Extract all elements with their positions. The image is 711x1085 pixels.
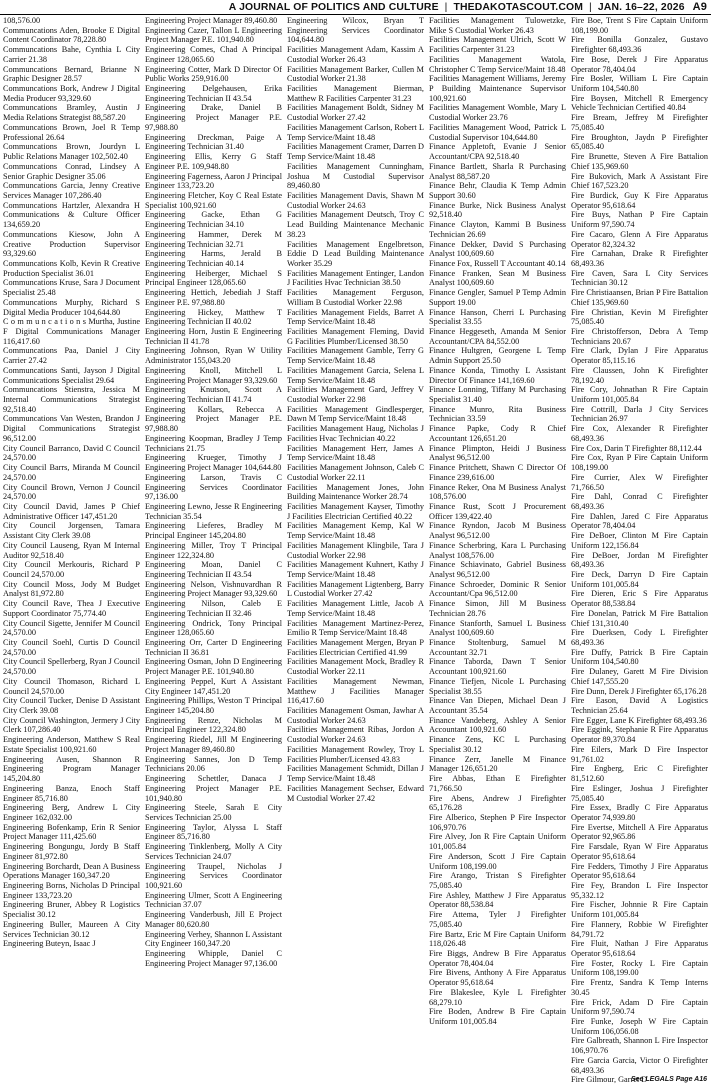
salary-entry: Facilities Management Bierman, Matthew R Facilities Carpenter 31.23 [287,84,424,103]
salary-entry: Fire Eason, David A Logistics Technician 25.64 [571,696,708,716]
salary-entry: Facilities Management Wood, Patrick L Custodial Supervisor 104,644.80 [429,122,566,142]
salary-entry: Fire Abens, Andrew J Firefighter 65,176.28 [429,793,566,813]
salary-entry: Engineering Ondrick, Tony Principal Engineer 128,065.60 [145,618,282,638]
salary-entry: Facilities Management Kayser, Timothy J Facilities Electrician Certified 40.22 [287,501,424,521]
salary-entry: Fire Engberg, Eric C Firefighter 81,512.60 [571,764,708,784]
salary-entry: Finance Scherbring, Kara L Purchasing Analyst 108,576.00 [429,540,566,560]
salary-entry: Fire DeBoer, Jordan M Firefighter 68,493.36 [571,550,708,570]
salary-entry: Finance Hultgren, Georgene L Temp Admin Support 25.50 [429,346,566,366]
salary-entry: Fire Dulaney, Garett M Fire Division Chief 147,555.20 [571,667,708,686]
salary-entry: Engineering Comes, Chad A Principal Engineer 128,065.60 [145,45,282,64]
salary-entry: Facilities Management Mock, Bradley R Custodial Worker 22.11 [287,657,424,677]
salary-entry: Finance Simon, Jill M Business Technician 28.76 [429,599,566,618]
salary-entry: Finance Appletoft, Evanie J Senior Accountant/CPA 92,518.40 [429,142,566,162]
salary-entry: Fire Boe, Trent S Fire Captain Uniform 108,199.00 [571,16,708,35]
salary-entry: Fire Alvey, Jon R Fire Captain Uniform 101,005.84 [429,832,566,852]
salary-entry: Facilities Management Kuhnert, Kathy J Temp Service/Maint 18.48 [287,560,424,579]
salary-entry: Finance Franken, Sean M Business Analyst 100,609.60 [429,268,566,288]
salary-entry: Facilities Management Cramer, Darren D Temp Service/Maint 18.48 [287,142,424,162]
salary-entry: Facilities Management Johnson, Caleb C Custodial Worker 22.11 [287,463,424,482]
salary-entry: Facilities Management Gindlesperger, Dawn M Temp Service/Maint 18.48 [287,404,424,424]
salary-entry: Communcations Paa, Daniel J City Carrier 27.42 [3,346,140,366]
salary-entry: City Council David, James P Chief Administrative Officer 147,451.20 [3,501,140,521]
salary-entry: Engineering Koopman, Bradley J Temp Technicians 21.75 [145,433,282,453]
salary-entry: Facilities Management Little, Jacob A Temp Service/Maint 18.48 [287,599,424,618]
salary-entry: Facilities Management Garcia, Selena L Temp Service/Maint 18.48 [287,365,424,385]
salary-entry: Fire Bukovich, Mark A Assistant Fire Chief 167,523.20 [571,171,708,191]
salary-entry: City Council Jorgensen, Tamara Assistant City Clerk 39.08 [3,521,140,541]
issue-date: JAN. 16–22, 2026 [597,1,685,13]
salary-entry: Facilities Management Womble, Mary L Custodial Worker 23.76 [429,103,566,123]
salary-entry: Fire Eggink, Stephanie R Fire Apparatus Operator 89,370.84 [571,725,708,745]
salary-entry: Finance Tiefjen, Nicole L Purchasing Specialist 38.55 [429,676,566,696]
salary-entry: Engineering Wilcox, Bryan T Engineering Services Coordinator 104,644.80 [287,16,424,45]
salary-entry: Finance Stanforth, Samuel L Business Analyst 100,609.60 [429,618,566,638]
salary-entry: Engineering Buteyn, Isaac J [3,939,96,949]
salary-entry: Fire Evertse, Mitchell A Fire Apparatus Operator 92,965.86 [571,822,708,842]
salary-entry: Communcations Bernard, Brianne N Graphic Designer 28.57 [3,64,140,84]
salary-entry: Fire Foster, Rocky L Fire Captain Uniform 108,199.00 [571,958,708,978]
salary-entry: Communcations Conrad, Lindsey A Senior Graphic Designer 35.06 [3,161,140,181]
salary-entry: Engineering Phillips, Weston T Principal Engineer 145,204.80 [145,696,282,716]
salary-entry: Communcations Brown, Jourdyn L Public Relations Manager 102,502.40 [3,142,140,162]
salary-entry: Facilities Management Ribas, Jordon A Custodial Worker 24.63 [287,725,424,745]
salary-entry: Facilities Management Davis, Shawn M Custodial Worker 24.63 [287,190,424,210]
salary-entry: Finance Gengler, Samuel P Temp Admin Support 19.00 [429,288,566,307]
salary-entry: Fire Gilmour, Garret D [571,1075,648,1085]
salary-entry: Finance Van Diepen, Michael Dean J Accountant 35.54 [429,696,566,716]
salary-entry: Fire Flannery, Robbie W Firefighter 84,791.72 [571,919,708,939]
salary-entry: Engineering Osman, John D Engineering Project Manager P.E. 101,940.80 [145,657,282,677]
salary-entry: Fire Dahlen, Jared C Fire Apparatus Operator 78,404.04 [571,511,708,531]
salary-entry: Facilities Management Osman, Jawhar A Custodial Worker 24.63 [287,706,424,725]
salary-entry: Fire Attema, Tyler J Firefighter 75,085.40 [429,910,566,929]
salary-entry: Facilities Management Adam, Kassim A Custodial Worker 26.43 [287,45,424,64]
salary-entry: City Council Moss, Jody M Budget Analyst 81,972.80 [3,579,140,599]
salary-entry: Engineering Taylor, Alyssa L Staff Engineer 85,716.80 [145,822,282,842]
salary-entry: Fire Dahl, Conrad C Firefighter 68,493.36 [571,492,708,511]
salary-entry: Finance Lonning, Tiffany M Purchasing Specialist 31.40 [429,385,566,405]
salary-entry: Fire Arango, Tristan S Firefighter 75,085.40 [429,871,566,890]
salary-entry: Engineering Horn, Justin E Engineering Technician II 41.78 [145,327,282,346]
salary-entry: Fire Fedders, Timothy J Fire Apparatus Operator 95,618.64 [571,861,708,881]
salary-entry: Facilities Management Williams, Jeremy P Building Maintenance Supervisor 100,921.60 [429,74,566,103]
salary-entry: Facilities Management Ferguson, William B Custodial Worker 22.98 [287,288,424,307]
salary-entry: Facilities Management Boldt, Sidney M Custodial Worker 27.42 [287,103,424,123]
salary-entry: Communcations Murphy, Richard S Digital Media Producer 104,644.80 [3,297,140,317]
salary-entry: Engineering Fagerness, Aaron J Principal Engineer 133,723.20 [145,171,282,191]
salary-entry: Fire Christiaansen, Brian P Fire Battalion Chief 135,969.60 [571,288,708,307]
salary-entry: Fire Bivens, Anthony A Fire Apparatus Operator 95,618.64 [429,968,566,988]
salary-entry: Fire Duffy, Patrick B Fire Captain Uniform 104,540.80 [571,647,708,667]
salary-entry: Engineering Ulmer, Scott A Engineering Technician 37.07 [145,890,282,910]
salary-entry: Fire Claussen, John K Firefighter 78,192.40 [571,365,708,385]
salary-entry: Communcations Kiesow, John A Creative Production Supervisor 93,329.60 [3,229,140,259]
salary-entry: Facilities Management Herr, James A Temp Service/Maint 18.48 [287,443,424,463]
salary-entry: Engineering Lieferes, Bradley M Principal Engineer 145,204.80 [145,521,282,541]
salary-entry: Facilities Management Kemp, Kal W Temp Service/Maint 18.48 [287,521,424,541]
salary-entry: City Council Sigette, Jennifer M Council 24,570.00 [3,618,140,638]
salary-entry: Fire Fischer, Johnnie R Fire Captain Uniform 101,005.84 [571,900,708,920]
salary-entry: Facilities Management Entinger, Landon J Facilities Hvac Technician 38.50 [287,268,424,288]
salary-entry: Facilities Management Barker, Cullen M Custodial Worker 21.38 [287,64,424,84]
salary-entry: Fire Cory, Johnathan R Fire Captain Uniform 101,005.84 [571,385,708,405]
salary-entry: Engineering Knoll, Mitchell L Engineering Project Manager 93,329.60 [145,365,282,385]
salary-entry: Fire Cottrill, Darla J City Services Technician 26.97 [571,404,708,424]
salary-entry: Fire Dieren, Eric S Fire Apparatus Operator 88,538.84 [571,589,708,609]
salary-entry: Engineering Gacke, Ethan G Engineering Technician 34.10 [145,210,282,230]
salary-entry: Finance Stoltenburg, Samuel M Accountant 32.71 [429,638,566,657]
salary-entry: Fire Frick, Adam D Fire Captain Uniform 97,590.74 [571,997,708,1017]
salary-entry: Engineering Bofenkamp, Erin R Senior Project Manager 111,425.60 [3,822,140,842]
salary-entry: Engineering Vanderbush, Jill E Project Manager 80,620.80 [145,910,282,929]
header-separator: | [589,1,592,13]
salary-entry: Finance Hanson, Cherri L Purchasing Specialist 33.55 [429,307,566,327]
salary-entry: Engineering Miller, Troy T Principal Engineer 122,324.80 [145,540,282,560]
salary-entry: 108,576.00 [3,16,41,25]
salary-entry: Finance Bartlett, Sharla R Purchasing Analyst 88,587.20 [429,161,566,181]
header-separator: | [444,1,448,13]
salary-entry: Engineering Anderson, Matthew S Real Estate Specialist 100,921.60 [3,735,140,754]
salary-entry: Communcations Aden, Brooke E Digital Content Coordinator 78,228.80 [3,25,140,45]
salary-entry: Fire Egger, Lane K Firefighter 68,493.36 [571,715,707,725]
salary-entry: Engineering Drake, Daniel B Engineering Project Manager P.E. 97,988.80 [145,103,282,132]
salary-entry: Engineering Buller, Maureen A City Services Technician 30.12 [3,919,140,939]
salary-entry: Engineering Verhey, Shannon L Assistant City Engineer 160,347.20 [145,929,282,949]
salary-entry: City Council Barrs, Miranda M Council 24,570.00 [3,463,140,482]
salary-entry: Engineering Tinklenberg, Molly A City Services Technician 24.07 [145,842,282,861]
salary-entry: Engineering Moan, Daniel C Engineering Technician II 43.54 [145,560,282,579]
salary-entry: Finance Zens, KC L Purchasing Specialist 30.12 [429,735,566,754]
salary-entry: Engineering Krueger, Timothy J Engineering Project Manager 104,644.80 [145,453,282,473]
salary-entry: Fire Abbas, Ethan E Firefighter 71,766.50 [429,774,566,793]
salary-entry: Engineering Larson, Travis C Engineering Services Coordinator 97,136.00 [145,472,282,502]
salary-entry: Fire Burdick, Guy K Fire Apparatus Operator 95,618.64 [571,190,708,210]
salary-entry: Engineering Hettich, Jebediah J Staff Engineer P.E. 97,988.80 [145,288,282,307]
salary-entry: Engineering Whipple, Daniel C Engineering Project Manager 97,136.00 [145,949,282,968]
column-1 [3,16,140,1064]
salary-entry: Fire Boysen, Mitchell R Emergency Vehicle Technician Certified 40.84 [571,93,708,113]
salary-entry: Finance Burke, Nick Business Analyst 92,518.40 [429,200,566,220]
salary-entry: Fire Carnahan, Drake R Firefighter 68,493.36 [571,249,708,268]
salary-entry: Finance Zerr, Janelle M Finance Manager 126,651.20 [429,754,566,774]
salary-entry: Engineering Hammer, Derek M Engineering Technician 32.71 [145,229,282,249]
salary-entry: Engineering Cazer, Tallon L Engineering Project Manager P.E. 101,940.80 [145,25,282,45]
salary-entry: Facilities Management Schmidt, Dillan J Temp Service/Maint 18.48 [287,764,424,784]
salary-entry: City Council Spellerberg, Ryan J Council 24,570.00 [3,657,141,677]
salary-entry: City Council Rave, Thea J Executive Support Coordinator 75,774.40 [3,599,140,618]
salary-entry: Engineering Cotter, Mark D Director Of Public Works 259,916.00 [145,64,282,84]
salary-entry: Fire Brunette, Steven A Fire Battalion Chief 135,969.60 [571,152,708,171]
salary-entry: Engineering Fletcher, Koy C Real Estate Specialist 100,921.60 [145,190,282,210]
page-header [0,0,711,15]
salary-entry: Finance Fox, Russell T Accountant 40.14 [429,258,566,268]
salary-entry: Facilities Management Carlson, Robert L Temp Service/Maint 18.48 [287,122,424,142]
salary-entry: Fire Anderson, Scott J Fire Captain Uniform 108,199.00 [429,851,566,871]
salary-entry: Facilities Management Tulowetzke, Mike S Custodial Worker 26.43 [429,16,566,35]
salary-entry: City Council Barranco, David C Council 24,570.00 [3,443,140,463]
salary-entry: Engineering Hickey, Matthew T Engineering Technician II 40.02 [145,307,282,327]
salary-entry: Fire Fey, Brandon L Fire Inspector 95,332.12 [571,880,708,900]
salary-entry: Fire Duerksen, Cody L Firefighter 68,493.36 [571,628,708,647]
salary-entry: Engineering Nelson, Vishnuvardhan R Engineering Project Manager 93,329.60 [145,579,282,599]
salary-entry: Engineering Johnson, Ryan W Utility Administrator 155,043.20 [145,346,282,366]
salary-entry: Finance Reker, Ona M Business Analyst 108,576.00 [429,482,566,502]
salary-entry: Facilities Management Newman, Matthew J Facilities Manager 116,417.60 [287,676,424,706]
salary-entry: Communcations Bahe, Cynthia L City Carrier 21.38 [3,45,140,64]
salary-entry: Communcations Hartzler, Alexandra H Communications & Culture Officer 134,659.20 [3,200,140,230]
salary-entry: Finance Konda, Timothy L Assistant Director Of Finance 141,169.60 [429,365,566,385]
salary-entry: Engineering Project Manager 89,460.80 [145,16,278,25]
salary-entry: Finance Heggeseth, Amanda M Senior Accountant/CPA 84,552.00 [429,327,566,346]
salary-entry: Facilities Management Engelbretson, Eddie D Lead Building Maintenance Worker 35.29 [287,239,424,268]
salary-entry: Engineering Kollars, Rebecca A Engineering Project Manager P.E. 97,988.80 [145,404,282,434]
salary-entry: Engineering Borchardt, Dean A Business Operations Manager 160,347.20 [3,861,140,881]
salary-entry: Engineering Berg, Andrew L City Engineer 162,032.00 [3,803,140,822]
salary-entry: Finance Vandeberg, Ashley A Senior Accountant 100,921.60 [429,715,566,735]
salary-entry: Fire Clark, Dylan J Fire Apparatus Operator 85,115.16 [571,346,708,366]
salary-entry: City Council Merkouris, Richard P Council 24,570.00 [3,560,140,579]
continued-reference: See LEGALS Page A16 [631,1076,707,1083]
salary-entry: Communcations Garcia, Jenny Creative Services Manager 107,286.40 [3,181,140,200]
column-2 [145,16,282,1064]
salary-entry: Fire Cacaro, Glenn A Fire Apparatus Operator 82,324.32 [571,229,708,249]
salary-entry: City Council Soehl, Curtis D Council 24,570.00 [3,638,140,657]
salary-entry: Fire Fluit, Nathan J Fire Apparatus Operator 95,618.64 [571,939,708,958]
salary-entry: Facilities Management Klingbile, Tara J Custodial Worker 22.98 [287,540,424,560]
salary-entry: Fire Biggs, Andrew B Fire Apparatus Operator 78,404.04 [429,949,566,968]
salary-entry: Engineering Borns, Nicholas D Principal Engineer 133,723.20 [3,880,140,900]
publication-tagline: A JOURNAL OF POLITICS AND CULTURE [228,1,439,13]
salary-entry: Finance Dekker, David S Purchasing Analyst 100,609.60 [429,239,566,259]
salary-entry: Facilities Management Fields, Barret A Temp Service/Maint 18.48 [287,307,424,327]
column-4 [429,16,566,1064]
salary-entry: Communcations Stienstra, Jessica M Internal Communications Strategist 92,518.40 [3,385,140,414]
salary-entry: Fire Bosler, William L Fire Captain Uniform 104,540.80 [571,74,708,94]
salary-entry: Fire Christian, Kevin M Firefighter 75,085.40 [571,307,708,327]
salary-entry: Facilities Management Fleming, David G Facilities Plumber/Licensed 38.50 [287,327,424,346]
salary-entry: Engineering Traupel, Nicholas J Engineering Services Coordinator 100,921.60 [145,861,282,890]
salary-entry: Engineering Ellis, Kerry G Staff Engineer P.E. 109,948.80 [145,152,282,171]
salary-entry: City Council Brown, Vernon J Council 24,570.00 [3,482,140,502]
salary-entry: Finance Clayton, Kammi B Business Technician 26.69 [429,220,566,239]
salary-entry: Engineering Ausen, Shannon R Engineering Program Manager 145,204.80 [3,754,140,784]
salary-entry: Facilities Management Ligtenberg, Barry L Custodial Worker 27.42 [287,579,424,599]
salary-entry: Facilities Management Watola, Christopher C Temp Service/Maint 18.48 [429,54,566,74]
salary-entry: Facilities Management Deutsch, Troy C Lead Building Maintenance Mechanic 38.23 [287,210,424,239]
salary-entry: Finance Papke, Cody R Chief Accountant 126,651.20 [429,424,566,443]
salary-entry: City Council Tucker, Denise D Assistant City Clerk 39.08 [3,696,140,716]
salary-entry: Engineering Bongungu, Jordy B Staff Engineer 81,972.80 [3,842,140,861]
salary-entry: Finance Rust, Scott J Procurement Officer 139,422.40 [429,501,566,521]
salary-entry: Communcations Bramley, Austin J Media Relations Strategist 88,587.20 [3,103,140,123]
salary-entry: Fire Alberico, Stephen P Fire Inspector 106,970.76 [429,812,566,832]
salary-entry: Fire Funke, Joseph W Fire Captain Uniform 106,056.08 [571,1017,708,1036]
salary-entry: Engineering Renze, Nicholas M Principal Engineer 122,324.80 [145,715,282,735]
salary-entry: Communcations Kolb, Kevin R Creative Production Specialist 36.01 [3,258,140,278]
salary-entry: Fire Bonilla Gonzalez, Gustavo Firefighter 68,493.36 [571,35,708,55]
salary-entry: Communcations Kruse, Sara J Document Specialist 25.48 [3,278,140,298]
salary-entry: Fire Cox, Alexander R Firefighter 68,493.36 [571,424,708,443]
salary-entry: Fire Dunn, Derek J Firefighter 65,176.28 [571,686,707,696]
salary-entry: Engineering Knutson, Scott A Engineering Technician II 41.74 [145,385,282,405]
salary-entry: Engineering Peppel, Kurt A Assistant City Engineer 147,451.20 [145,676,282,696]
salary-entry: Communcations Van Westen, Brandon J Digital Communications Strategist 96,512.00 [3,414,140,443]
salary-entry: Engineering Riedel, Jill M Engineering Project Manager 89,460.80 [145,735,282,754]
salary-entry: Engineering Banza, Enoch Staff Engineer 85,716.80 [3,783,140,803]
salary-entry: City Council Lauseng, Ryan M Internal Auditor 92,518.40 [3,540,140,560]
salary-entry: Finance Ryndon, Jacob M Business Analyst 96,512.00 [429,521,566,541]
salary-entry: City Council Thomason, Richard L Council 24,570.00 [3,676,140,696]
salary-entry: Fire Cox, Ryan P Fire Captain Uniform 108,199.00 [571,453,708,473]
salary-entry: Engineering Steele, Sarah E City Services Technician 25.00 [145,803,282,822]
salary-entry: Facilities Management Rowley, Troy L Facilities Plumber/Licensed 43.83 [287,744,424,764]
salary-entry: Facilities Management Mergen, Bryan P Facilities Electrician Certified 41.99 [287,638,424,657]
salary-entry: Fire Bream, Jeffrey M Firefighter 75,085.40 [571,113,708,132]
salary-entry: Facilities Management Gamble, Terry G Temp Service/Maint 18.48 [287,346,424,366]
salary-entry: Facilities Management Cunningham, Joshua M Custodial Supervisor 89,460.80 [287,161,424,191]
salary-entry: Fire Galbreath, Shannon L Fire Inspector 106,970.76 [571,1036,708,1056]
salary-entry: Finance Munro, Rita Business Technician 33.59 [429,404,566,424]
salary-entry: Facilities Management Sechser, Edward M Custodial Worker 27.42 [287,783,424,803]
salary-entry: Facilities Management Haug, Nicholas J Facilities Hvac Technician 40.22 [287,424,424,443]
salary-entry: Engineering Sannes, Jon D Temp Technicians 20.06 [145,754,282,774]
salary-entry: Fire Cox, Darin T Firefighter 88,112.44 [571,443,702,453]
salary-entry: Fire DeBoer, Clinton M Fire Captain Uniform 122,156.84 [571,531,708,550]
salary-entry: Finance Pritchett, Shawn C Director Of Finance 239,616.00 [429,463,566,482]
salary-entry: City Council Washington, Jermery J City Clerk 107,286.40 [3,715,140,735]
salary-entry: Fire Farsdale, Ryan W Fire Apparatus Operator 95,618.64 [571,842,708,861]
salary-entry: Fire Essex, Bradly C Fire Apparatus Operator 74,939.80 [571,803,708,822]
salary-entry: Engineering Dreckman, Paige A Engineering Technician 31.40 [145,132,282,152]
page-number: A9 [692,1,707,13]
salary-entry: Fire Donelan, Patrick M Fire Battalion Chief 131,310.40 [571,608,708,628]
salary-entry: Fire Deck, Darryn D Fire Captain Uniform 101,005.84 [571,569,708,589]
salary-entry: Finance Taborda, Dawn T Senior Accountant 100,921.60 [429,657,566,677]
salary-entry: Fire Bartz, Eric M Fire Captain Uniform 118,026.48 [429,929,566,949]
salary-entry: Communcations Bork, Andrew J Digital Media Producer 93,329.60 [3,84,140,103]
salary-entry: Fire Blakeslee, Kyle L Firefighter 68,279.10 [429,987,566,1007]
salary-entry: Engineering Delgehausen, Erika Engineering Technician II 43.54 [145,84,282,103]
salary-entry: Communcations Santi, Jayson J Digital Communications Specialist 29.64 [3,365,140,385]
salary-entry: Fire Buys, Nathan P Fire Captain Uniform 97,590.74 [571,210,708,230]
salary-entry: Finance Plimpton, Heidi J Business Analyst 96,512.00 [429,443,566,463]
salary-entry: Engineering Bruner, Abbey R Logistics Specialist 30.12 [3,900,140,920]
salary-entry: Finance Behr, Claudia K Temp Admin Support 30.60 [429,181,566,200]
salary-entry: Fire Caven, Sara L City Services Technician 30.12 [571,268,708,288]
salary-entry: Facilities Management Martinez-Perez, Emilio R Temp Service/Maint 18.48 [287,618,424,638]
salary-entry: Facilities Management Ulrich, Scott W Facilities Carpenter 31.23 [429,35,566,55]
salary-entry: Fire Broughton, Jaydn P Firefighter 65,085.40 [571,132,708,152]
salary-entry: Finance Schiavinato, Gabriel Business Analyst 96,512.00 [429,560,566,579]
site-url: THEDAKOTASCOUT.COM [453,1,584,13]
salary-entry: Engineering Nilson, Caleb E Engineering Technician II 32.46 [145,599,282,618]
salary-entry: Fire Eslinger, Joshua J Firefighter 75,085.40 [571,783,708,803]
salary-entry: Fire Boden, Andrew B Fire Captain Uniform 101,005.84 [429,1007,566,1027]
salary-entry: Fire Eilers, Mark D Fire Inspector 91,761.02 [571,744,708,764]
salary-entry: Engineering Orr, Carter D Engineering Technician II 36.81 [145,638,282,657]
salary-entry: Communcations Brown, Joel R Temp Professional 26.64 [3,122,140,142]
salary-entry: Engineering Schettler, Danaca J Engineering Project Manager P.E. 101,940.80 [145,774,282,803]
salary-entry: Fire Bose, Derek J Fire Apparatus Operator 78,404.04 [571,54,708,74]
column-3 [287,16,424,1064]
salary-entry: C o m m u n c a t i o n s Murtha, Justine F Digital Communications Manager 116,417.60 [3,317,140,346]
salary-entry: Facilities Management Jones, John Building Maintenance Worker 28.74 [287,482,424,502]
salary-entry: Engineering Lewno, Jesse R Engineering Technician 35.54 [145,501,282,521]
salary-entry: Facilities Management Gard, Jeffrey V Custodial Worker 22.98 [287,385,424,405]
salary-entry: Fire Ashley, Matthew J Fire Apparatus Operator 88,538.84 [429,890,566,910]
salary-entry: Fire Frentz, Sandra K Temp Interns 30.45 [571,978,708,997]
salary-entry: Finance Schroeder, Dominic R Senior Accountant/Cpa 96,512.00 [429,579,566,599]
salary-entry: Fire Currier, Alex W Firefighter 71,766.50 [571,472,708,492]
salary-entry: Engineering Heiberger, Michael S Principal Engineer 128,065.60 [145,268,282,288]
salary-entry: Fire Garcia Garcia, Victor O Firefighter 68,493.36 [571,1055,708,1075]
salary-entry: Engineering Harms, Jerald B Engineering Technician 40.14 [145,249,282,268]
salary-entry: Fire Christofferson, Debra A Temp Technicians 20.67 [571,327,708,346]
